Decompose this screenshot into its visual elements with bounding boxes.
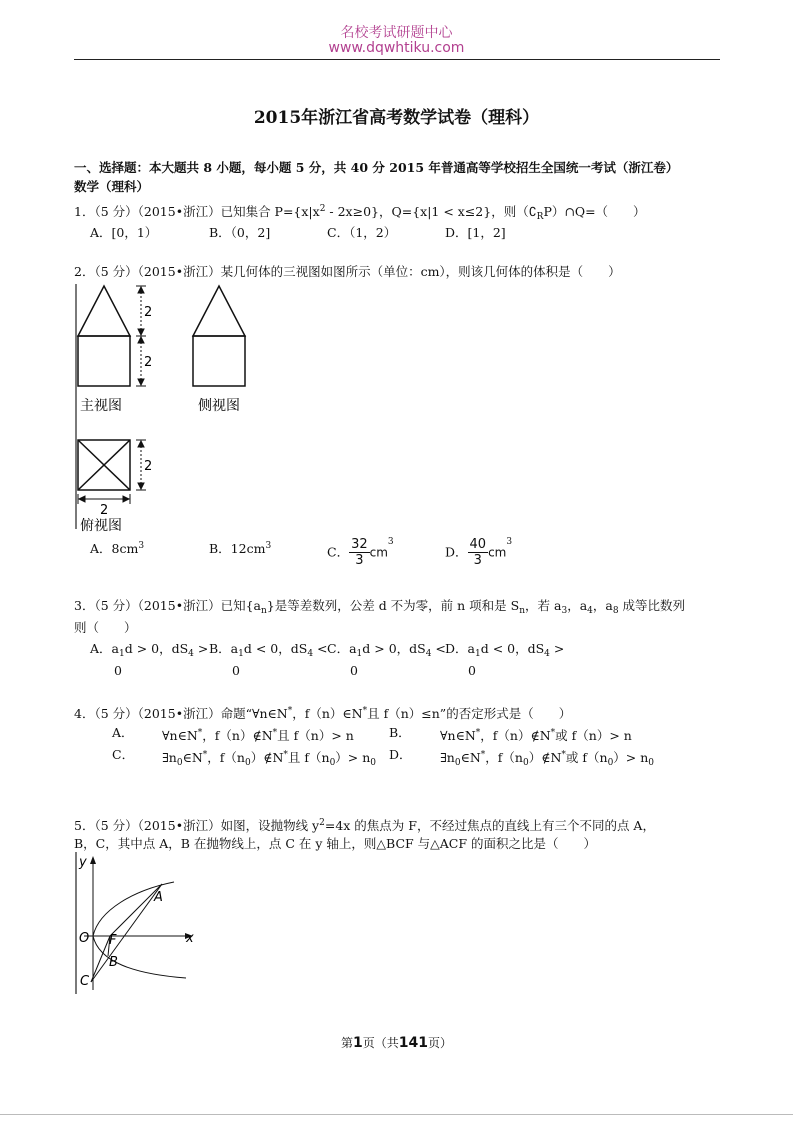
q5-stem-line2: B，C，其中点 A，B 在抛物线上，点 C 在 y 轴上，则△BCF 与△ACF 的面积之比是（ ） [74, 836, 597, 851]
label-b: B [109, 955, 118, 970]
header-url[interactable]: www.dqwhtiku.com [328, 40, 465, 56]
page-bottom-rule [0, 1114, 793, 1115]
q1-option-b: B．（0，2] [209, 225, 271, 240]
q1-option-a: A．[0，1） [90, 225, 158, 240]
front-view-dimension [136, 286, 146, 386]
q1-option-c: C．（1，2） [327, 225, 397, 240]
q2-option-a: A．$8cm^3$ [90, 541, 145, 556]
q2-option-b: B．$12cm^3$ [209, 541, 272, 556]
side-view [193, 286, 245, 386]
section-heading-line1: 一、选择题：本大题共 8 小题，每小题 5 分，共 40 分 2015 年普通高等学校招生全国统一考试（浙江卷） [74, 160, 679, 175]
q5-parabola-figure [74, 852, 204, 997]
parabola-curve [93, 882, 186, 978]
q1-option-d: D．[1，2] [445, 225, 506, 240]
q4-option-b: ∀n∈N*，f（n）∉N*或 f（n）> n [440, 728, 632, 743]
q3-stem-line2: 则（ ） [74, 620, 137, 635]
front-view-label: 主视图 [80, 398, 122, 414]
q5-stem: 5．（5 分）（2015•浙江）如图，设抛物线 $y^2=4x$ 的焦点为 F，不经过焦点的直线上有三个不同的点 A， [74, 818, 655, 833]
front-view [78, 286, 130, 386]
q4-option-d: $\exists n_0\in N^*$，$f(n_0)\notin N^*$或 $f(n_0)> n_0$ [440, 750, 655, 768]
page-footer: 第1页（共141页） [340, 1035, 453, 1051]
label-y: y [79, 855, 87, 870]
header-divider [74, 59, 720, 60]
top-dim-width: 2 [100, 503, 109, 518]
y-axis-arrow [90, 856, 96, 864]
q1-stem: 1．（5 分）（2015•浙江）已知集合 $P=\{x|x^2 - 2x\ge 0\}$，Q={x|1 < x≤2}，则$(∁_RP)\cap Q=$（ ） [74, 204, 646, 222]
section-heading-line2: 数学（理科） [74, 179, 150, 194]
q4-option-d-label: D． [389, 747, 412, 762]
q3-option-c: C．$a_1d > 0$，$dS_4$ < [327, 641, 446, 659]
q3-option-b: B．$a_1d < 0$，$dS_4$ < [209, 641, 328, 659]
q3-option-a-zero: 0 [114, 663, 122, 678]
q4-option-c-label: C． [112, 747, 135, 762]
header-org: 名校考试研题中心 [340, 25, 453, 41]
label-o: O [79, 931, 90, 946]
q2-stem: 2．（5 分）（2015•浙江）某几何体的三视图如图所示（单位：cm），则该几何体的体积是（ ） [74, 264, 621, 279]
q2-three-view-figure [74, 284, 274, 534]
label-a: A [154, 890, 163, 905]
q2-option-d: D． $\frac{40}{3}$ $cm^3$ [445, 537, 513, 568]
top-dim-side: 2 [144, 459, 153, 474]
q3-option-c-zero: 0 [350, 663, 358, 678]
q3-option-b-zero: 0 [232, 663, 240, 678]
q4-option-a-label: A． [112, 725, 134, 740]
label-f: F [109, 933, 117, 948]
q4-stem: 4．（5 分）（2015•浙江）命题“∀n∈N*，f（n）∈N*且 f（n）≤n”的否定形式是（ ） [74, 706, 572, 721]
top-view-label: 俯视图 [80, 518, 122, 534]
page-title: 2015年浙江省高考数学试卷（理科） [253, 108, 540, 128]
label-c: C [80, 974, 90, 989]
q3-stem: 3．（5 分）（2015•浙江）已知$\{a_n\}$是等差数列，公差 d 不为零，前 n 项和是 $S_n$，若 $a_3$，$a_4$，$a_8$ 成等比数列 [74, 598, 686, 616]
front-dim-bottom: 2 [144, 355, 153, 370]
q4-option-a: ∀n∈N*，f（n）∉N*且 f（n）> n [162, 728, 354, 743]
q3-option-d-zero: 0 [468, 663, 476, 678]
label-x: x [186, 931, 194, 946]
q4-option-b-label: B． [389, 725, 411, 740]
fraction-40-3: $\frac{40}{3}$ [469, 537, 487, 568]
side-view-label: 侧视图 [198, 398, 240, 414]
fraction-32-3: $\frac{32}{3}$ [351, 537, 368, 568]
q2-option-c: C． $\frac{32}{3}$ $cm^3$ [327, 537, 394, 568]
top-view [78, 440, 130, 490]
q3-option-a: A．$a_1d > 0$，$dS_4$ > [90, 641, 209, 659]
q4-option-c: $\exists n_0\in N^*$，$f(n_0)\notin N^*$且 $f(n_0)> n_0$ [162, 750, 377, 768]
front-dim-top: 2 [144, 305, 153, 320]
q3-option-d: D．$a_1d < 0$，$dS_4$ > [445, 641, 565, 659]
